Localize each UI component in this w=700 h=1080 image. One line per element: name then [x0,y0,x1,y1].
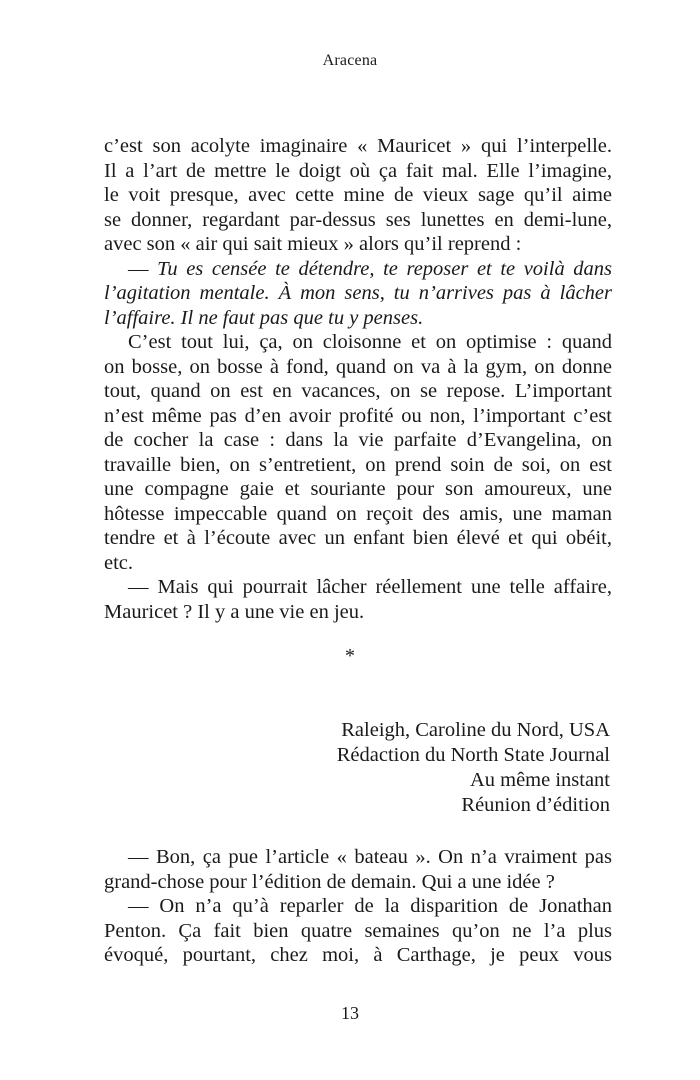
text-line: travaille bien, on s’entretient, on prend soin de soi, on est [104,453,612,476]
main-text-continued [104,845,612,968]
italic-dialogue-text: Tu es censée te détendre, te reposer et te voilà dans [157,257,613,280]
scene-break: * [345,645,355,667]
text-line: Il a l’art de mettre le doigt où ça fait mal. Elle l’imagine, [104,159,612,182]
text-line: Penton. Ça fait bien quatre semaines qu’on ne l’a plus [104,919,612,942]
text-line: Mauricet ? Il y a une vie en jeu. [104,600,365,623]
dateline-organization: Rédaction du North State Journal [336,744,610,766]
dateline-place: Raleigh, Caroline du Nord, USA [341,719,610,741]
text-line: on bosse, on bosse à fond, quand on va à la gym, on donne [104,355,612,378]
text-line: — Bon, ça pue l’article « bateau ». On n’a vraiment pas [128,846,612,868]
text-line: — Mais qui pourrait lâcher réellement une telle affaire, [128,576,612,598]
text-line: tendre et à l’écoute avec un enfant bien élevé et qui obéit, [104,527,612,549]
text-line: c’est son acolyte imaginaire « Mauricet » qui l’interpelle. [104,135,612,157]
dateline [337,718,610,818]
page-number: 13 [341,1003,359,1023]
italic-dialogue-line: l’agitation mentale. À mon sens, tu n’arrives pas à lâcher [104,282,612,304]
text-line: évoqué, pourtant, chez moi, à Carthage, je peux vous [104,944,612,966]
text-line: C’est tout lui, ça, on cloisonne et on optimise : quand [128,331,612,353]
text-line: grand-chose pour l’édition de demain. Qui a une idée ? [104,870,555,893]
italic-dialogue-line [104,257,612,282]
text-line: etc. [104,551,134,574]
dateline-event: Réunion d’édition [461,794,610,816]
text-line: le voit presque, avec cette mine de vieux sage qu’il aime [104,184,612,206]
text-line: avec son « air qui sait mieux » alors qu’il reprend : [104,233,522,255]
dialogue-dash: — [128,257,158,280]
main-text [104,134,612,624]
text-line: tout, quand on est en vacances, on se repose. L’important [104,380,612,402]
text-line: une compagne gaie et souriante pour son amoureux, une [104,478,612,500]
dateline-time: Au même instant [469,769,610,791]
text-line: — On n’a qu’à reparler de la disparition de Jonathan [128,895,612,917]
running-title: Aracena [322,52,378,69]
italic-dialogue-line: l’affaire. Il ne faut pas que tu y penses. [104,306,424,329]
text-line: de cocher la case : dans la vie parfaite d’Evangelina, on [104,429,612,451]
text-line: n’est même pas d’en avoir profité ou non, l’important c’est [104,404,612,427]
text-line: se donner, regardant par-dessus ses lunettes en demi-lune, [104,208,612,231]
text-line: hôtesse impeccable quand on reçoit des amis, une maman [104,502,612,525]
